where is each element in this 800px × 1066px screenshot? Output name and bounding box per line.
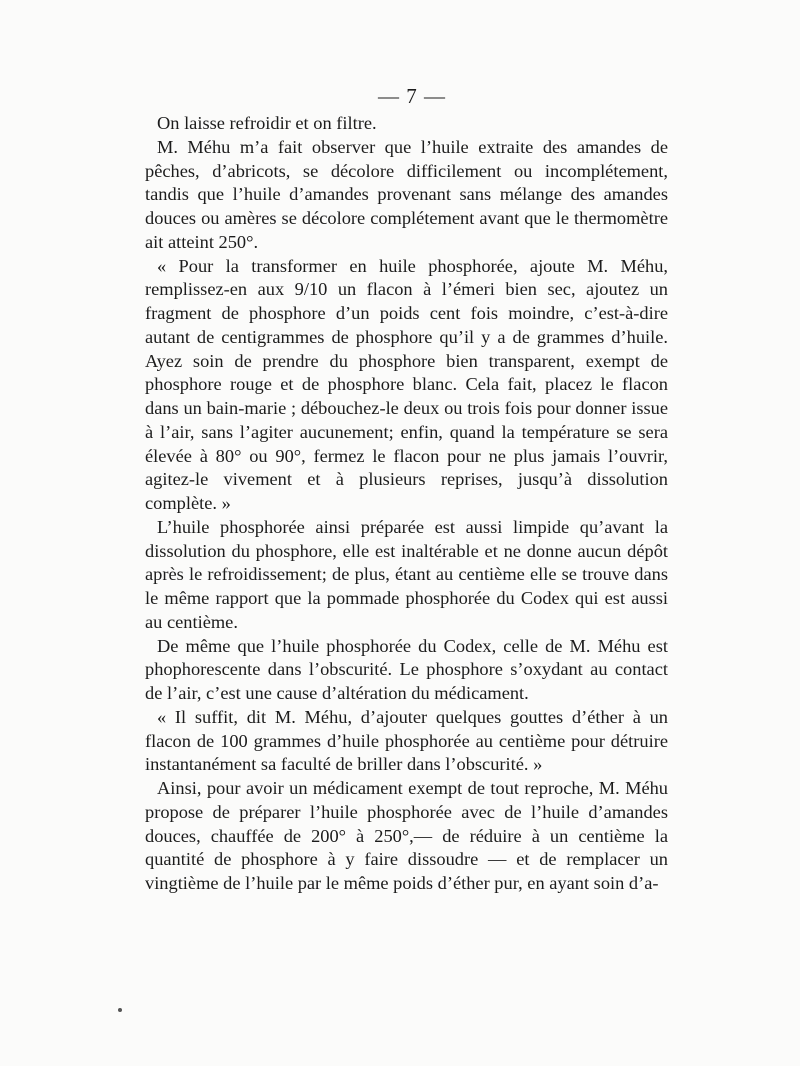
paragraph-5: De même que l’huile phosphorée du Codex, celle de M. Méhu est phophorescente dans l’obscurité. Le phosphore s’oxydant au contact de l’air, c’est une cause d’altération du médicament. xyxy=(145,635,668,703)
paper-speck xyxy=(118,1008,122,1012)
page-number: — 7 — xyxy=(378,84,446,108)
paragraph-6: « Il suffit, dit M. Méhu, d’ajouter quelques gouttes d’éther à un flacon de 100 grammes d’huile phosphorée au centième pour détruire instantanément sa faculté de briller dans l’obscurité. » xyxy=(145,706,668,775)
paragraph-2: M. Méhu m’a fait observer que l’huile extraite des amandes de pêches, d’abricots, se décolore difficilement ou incomplétement, tandis que l’huile d’amandes provenant sans mélange des amandes douces ou amères se décolore complétement avant que le thermomètre ait atteint 250°. xyxy=(145,136,668,252)
paragraph-1: On laisse refroidir et on filtre. xyxy=(157,113,377,133)
paragraph-4: L’huile phosphorée ainsi préparée est aussi limpide qu’avant la dissolution du phosphore, elle est inaltérable et ne donne aucun dépôt après le refroidissement; de plus, étant au centième elle se trouve dans le même rapport que la pommade phosphorée du Codex qui est aussi au centième. xyxy=(145,516,668,632)
paragraph-7: Ainsi, pour avoir un médicament exempt de tout reproche, M. Méhu propose de préparer l’huile phosphorée avec de l’huile d’amandes douces, chauffée de 200° à 250°,— de réduire à un centième la quantité de phosphore à y faire dissoudre — et de remplacer un vingtième de l’huile par le même poids d’éther pur, en ayant soin d’a- xyxy=(145,778,668,893)
paragraph-3: « Pour la transformer en huile phosphorée, ajoute M. Méhu, remplissez-en aux 9/10 un flacon à l’émeri bien sec, ajoutez un fragment de phosphore d’un poids cent fois moindre, c’est-à-dire autant de centigrammes de phosphore qu’il y a de grammes d’huile. Ayez soin de prendre du phosphore bien transparent, exempt de phosphore rouge et de phosphore blanc. Cela fait, placez le flacon dans un bain-marie ; débouchez-le deux ou trois fois pour donner issue à l’air, sans l’agiter aucunement; enfin, quand la température se sera élevée à 80° ou 90°, fermez le flacon pour ne plus jamais l’ouvrir, agitez-le vivement et à plusieurs reprises, jusqu’à dissolution complète. » xyxy=(145,255,668,513)
body-text xyxy=(145,112,668,896)
